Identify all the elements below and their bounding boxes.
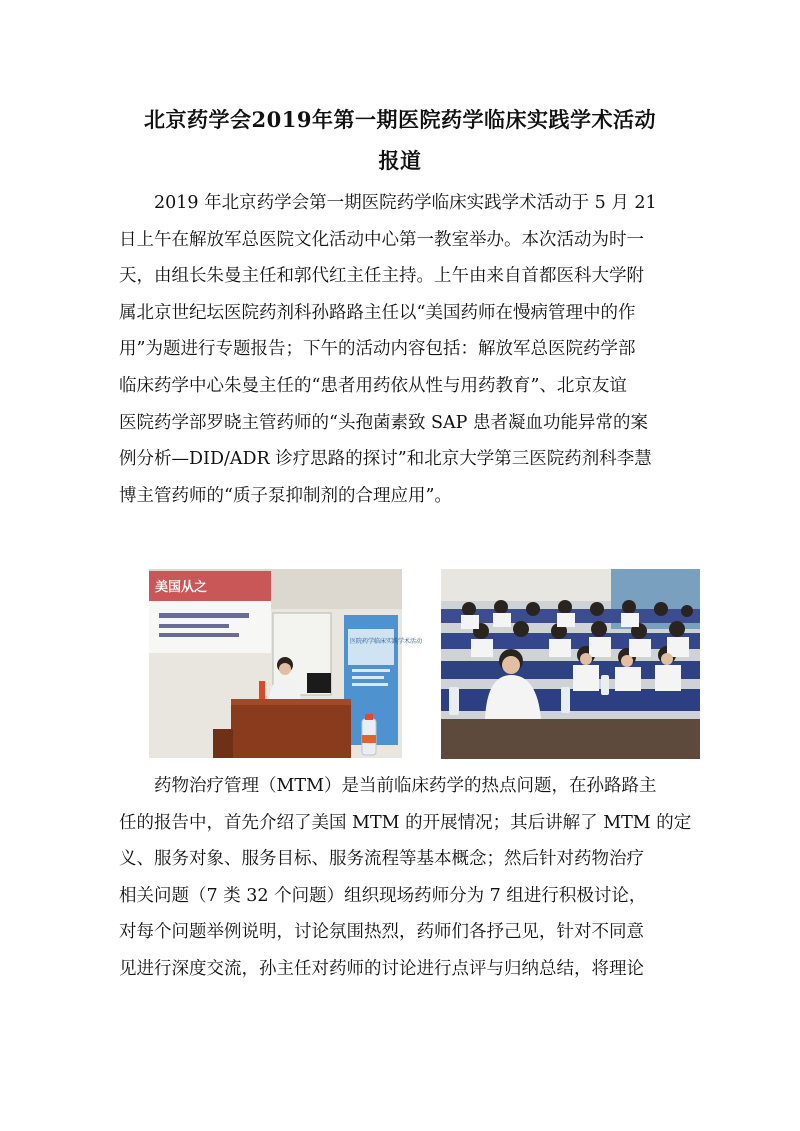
paragraph-1-line: 博主管药师的“质子泵抑制剂的合理应用”。	[119, 485, 452, 506]
paragraph-2-line: 相关问题（7 类 32 个问题）组织现场药师分为 7 组进行积极讨论，	[119, 885, 647, 906]
paragraph-2-line: 药物治疗管理（MTM）是当前临床药学的热点问题，在孙路路主	[154, 776, 657, 796]
paragraph-1-line: 临床药学中心朱曼主任的“患者用药依从性与用药教育”、北京友谊	[119, 375, 627, 396]
document-title-line-1: 北京药学会2019年第一期医院药学临床实践学术活动	[144, 107, 656, 132]
paragraph-1	[119, 185, 684, 514]
paragraph-2	[119, 768, 692, 988]
paragraph-2-line: 任的报告中，首先介绍了美国 MTM 的开展情况；其后讲解了 MTM 的定	[119, 812, 692, 833]
paragraph-1-line: 属北京世纪坛医院药剂科孙路路主任以“美国药师在慢病管理中的作	[119, 302, 636, 323]
paragraph-1-line: 天，由组长朱曼主任和郭代红主任主持。上午由来自首都医科大学附	[119, 266, 644, 287]
paragraph-2-line: 对每个问题举例说明，讨论氛围热烈，药师们各抒己见，针对不同意	[119, 922, 644, 943]
slide-text: 美国从之	[155, 580, 208, 595]
photo-speaker-at-podium	[149, 569, 423, 758]
paragraph-1-line: 2019 年北京药学会第一期医院药学临床实践学术活动于 5 月 21	[154, 193, 657, 213]
banner-text: 医院药学临床实践学术活动	[350, 638, 423, 645]
paragraph-1-line: 例分析—DID/ADR 诊疗思路的探讨”和北京大学第三医院药剂科李慧	[119, 449, 652, 470]
paragraph-1-line: 医院药学部罗晓主管药师的“头孢菌素致 SAP 患者凝血功能异常的案	[119, 412, 648, 433]
paragraph-1-line: 日上午在解放军总医院文化活动中心第一教室举办。本次活动为时一	[119, 229, 644, 250]
document-title-line-2: 报道	[378, 148, 422, 173]
photo-audience	[441, 569, 700, 759]
paragraph-2-line: 见进行深度交流，孙主任对药师的讨论进行点评与归纳总结，将理论	[119, 958, 644, 979]
paragraph-2-line: 义、服务对象、服务目标、服务流程等基本概念；然后针对药物治疗	[119, 849, 644, 870]
paragraph-1-line: 用”为题进行专题报告；下午的活动内容包括：解放军总医院药学部	[119, 339, 636, 360]
